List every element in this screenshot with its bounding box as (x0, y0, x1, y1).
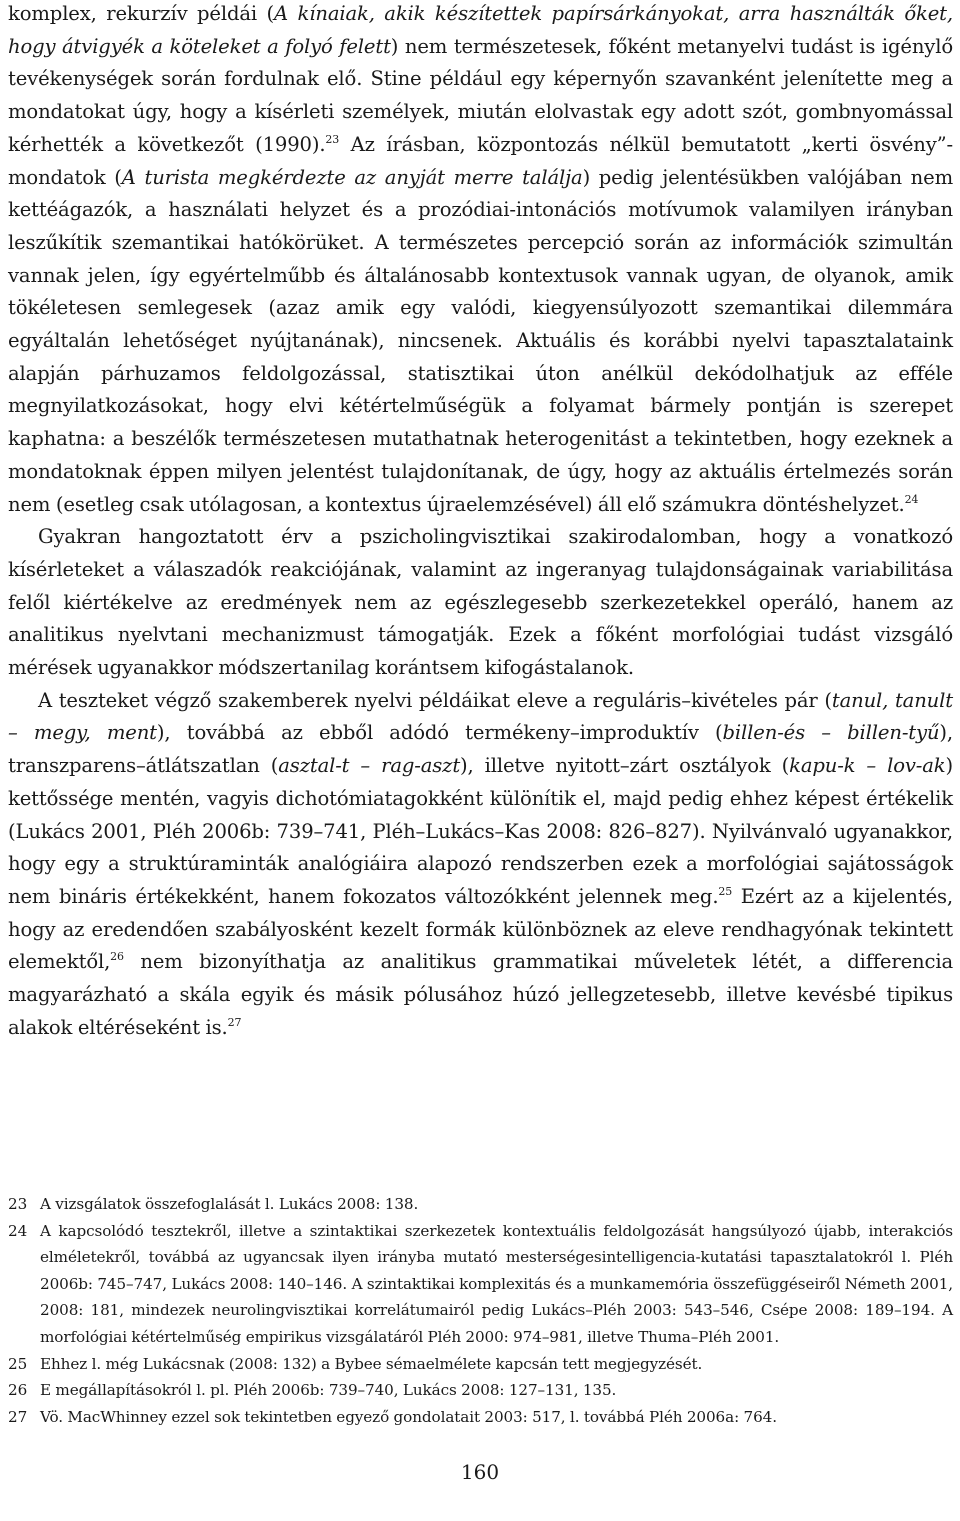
footnote-24 (8, 1218, 953, 1351)
footnote-number: 23 (8, 1195, 28, 1213)
footnote-27 (8, 1404, 953, 1431)
paragraph-3: A teszteket végző szakemberek nyelvi példáikat eleve a reguláris–kivételes pár (tanul, tanult – megy, ment), továbbá az ebből adódó termékeny–improduktív (billen-és – billen-tyű), transzparens–átlátszatlan (asztal-t – rag-aszt), illetve nyitott–zárt osztályok (kapu-k – lov-ak) kettőssége mentén, vagyis dichotómiatagokként különítik el, majd pedig ehhez képest értékelik (Lukács 2001, Pléh 2006b: 739–741, Pléh–Lukács–Kas 2008: 826–827). Nyilvánvaló ugyanakkor, hogy egy a struktúraminták analógiáira alapozó rendszerben ezek a morfológiai sajátosságok nem bináris értékekként, hanem fokozatos változókként jelennek meg.$^{25}$ Ezért az a kijelentés, hogy az eredendően szabályosként kezelt formák különböznek az eleve rendhagyónak tekintett elemektől,$^{26}$ nem bizonyíthatja az analitikus grammatikai műveletek létét, a differencia magyarázható a skála egyik és másik pólusához húzó jellegzetesebb, illetve kevésbé tipikus alakok eltéréseként is.$^{27}$ (8, 688, 954, 1039)
main-text (8, 0, 953, 1045)
footnote-number: 24 (8, 1221, 28, 1240)
footnote-23 (8, 1191, 953, 1218)
footnote-ref: 24 (904, 492, 919, 506)
italic-text: A turista megkérdezte az anyját merre találja (121, 165, 583, 189)
italic-text: billen-és – billen-tyű (722, 721, 940, 745)
paragraph-2: Gyakran hangoztatott érv a pszicholingvisztikai szakirodalomban, hogy a vonatkozó kísérleteket a válaszadók reakciójának, valamint az ingeranyag tulajdonságainak variabilitása felől kiértékelve az eredmények nem az egészlegesebb szerkezetekkel operáló, hanem az analitikus nyelvtani mechanizmust támogatják. Ezek a főként morfológiai tudást vizsgáló mérések ugyanakkor módszertanilag korántsem kifogástalanok. (8, 525, 953, 680)
footnote-number: 25 (8, 1354, 28, 1373)
footnote-ref: 23 (325, 132, 340, 146)
footnote-text: Vö. MacWhinney ezzel sok tekintetben egyező gondolatait 2003: 517, l. továbbá Pléh 2006a: 764. (40, 1407, 777, 1426)
footnote-25 (8, 1351, 953, 1378)
footnote-text: A vizsgálatok összefoglalását l. Lukács 2008: 138. (40, 1195, 419, 1213)
footnote-text: A kapcsolódó tesztekről, illetve a szintaktikai szerkezetek kontextuális feldolgozását hangsúlyozó újabb, interakciós elméletekről, továbbá az ugyancsak ilyen irányba mutató mesterségesintelligencia-kutatási tapasztalatokról l. Pléh 2006b: 745–747, Lukács 2008: 140–146. A szintaktikai komplexitás és a munkamemória összefüggéseiről Németh 2001, 2008: 181, mindezek neurolingvisztikai korrelátumairól pedig Lukács–Pléh 2003: 543–546, Csépe 2008: 189–194. A morfológiai kétértelműség empirikus vizsgálatáról Pléh 2000: 974–981, illetve Thuma–Pléh 2001. (40, 1221, 953, 1346)
page-number: 160 (460, 1460, 500, 1484)
footnote-ref: 25 (718, 884, 733, 898)
footnote-26 (8, 1377, 953, 1404)
footnote-text: E megállapításokról l. pl. Pléh 2006b: 739–740, Lukács 2008: 127–131, 135. (40, 1381, 617, 1400)
footnote-number: 27 (8, 1407, 28, 1426)
italic-text: asztal-t – rag-aszt (278, 754, 461, 778)
italic-text: A kínaiak, akik készítettek papírsárkányokat, arra használták őket, hogy átvigyék a köteleket a folyó felett (8, 2, 953, 58)
footnote-ref: 27 (227, 1015, 242, 1029)
footnote-ref: 26 (110, 950, 124, 964)
italic-text: tanul, tanult – megy, ment (8, 688, 953, 745)
italic-text: kapu-k – lov-ak (789, 754, 946, 778)
footnote-number: 26 (8, 1381, 28, 1400)
paragraph-1: komplex, rekurzív példái (A kínaiak, akik készítettek papírsárkányokat, arra használták őket, hogy átvigyék a köteleket a folyó felett) nem természetesek, főként metanyelvi tudást is igénylő tevékenységek során fordulnak elő. Stine például egy képernyőn szavanként jelenítette meg a mondatokat úgy, hogy a kísérleti személyek, miután elolvastak egy adott szót, gombnyomással kérhették a következőt (1990).$^{23}$ Az írásban, központozás nélkül bemutatott „kerti ösvény”-mondatok (A turista megkérdezte az anyját merre találja) pedig jelentésükben valójában nem kettéágazók, a használati helyzet és a prozódiai-intonációs motívumok valamilyen irányban leszűkítik szemantikai hatókörüket. A természetes percepció során az információk szimultán vannak jelen, így egyértelműbb és általánosabb kontextusok vannak ugyan, de olyanok, amik tökéletesen semlegesek (azaz amik egy valódi, kiegyensúlyozott szemantikai dilemmára egyáltalán lehetőséget nyújtanának), nincsenek. Aktuális és korábbi nyelvi tapasztalataink alapján párhuzamos feldolgozással, statisztikai úton anélkül dekódolhatjuk az efféle megnyilatkozásokat, hogy elvi kétértelműségük a folyamat bármely pontján is szerepet kaphatna: a beszélők természetesen mutathatnak heterogenitást a tekintetben, hogy ezeknek a mondatoknak éppen milyen jelentést tulajdonítanak, de úgy, hogy az aktuális értelmezés során nem (esetleg csak utólagosan, a kontextus újraelemzésével) áll elő számukra döntéshelyzet.$^{24}$ (8, 2, 954, 516)
footnote-text: Ehhez l. még Lukácsnak (2008: 132) a Bybee sémaelmélete kapcsán tett megjegyzését. (40, 1354, 703, 1373)
footnotes (8, 1191, 953, 1430)
